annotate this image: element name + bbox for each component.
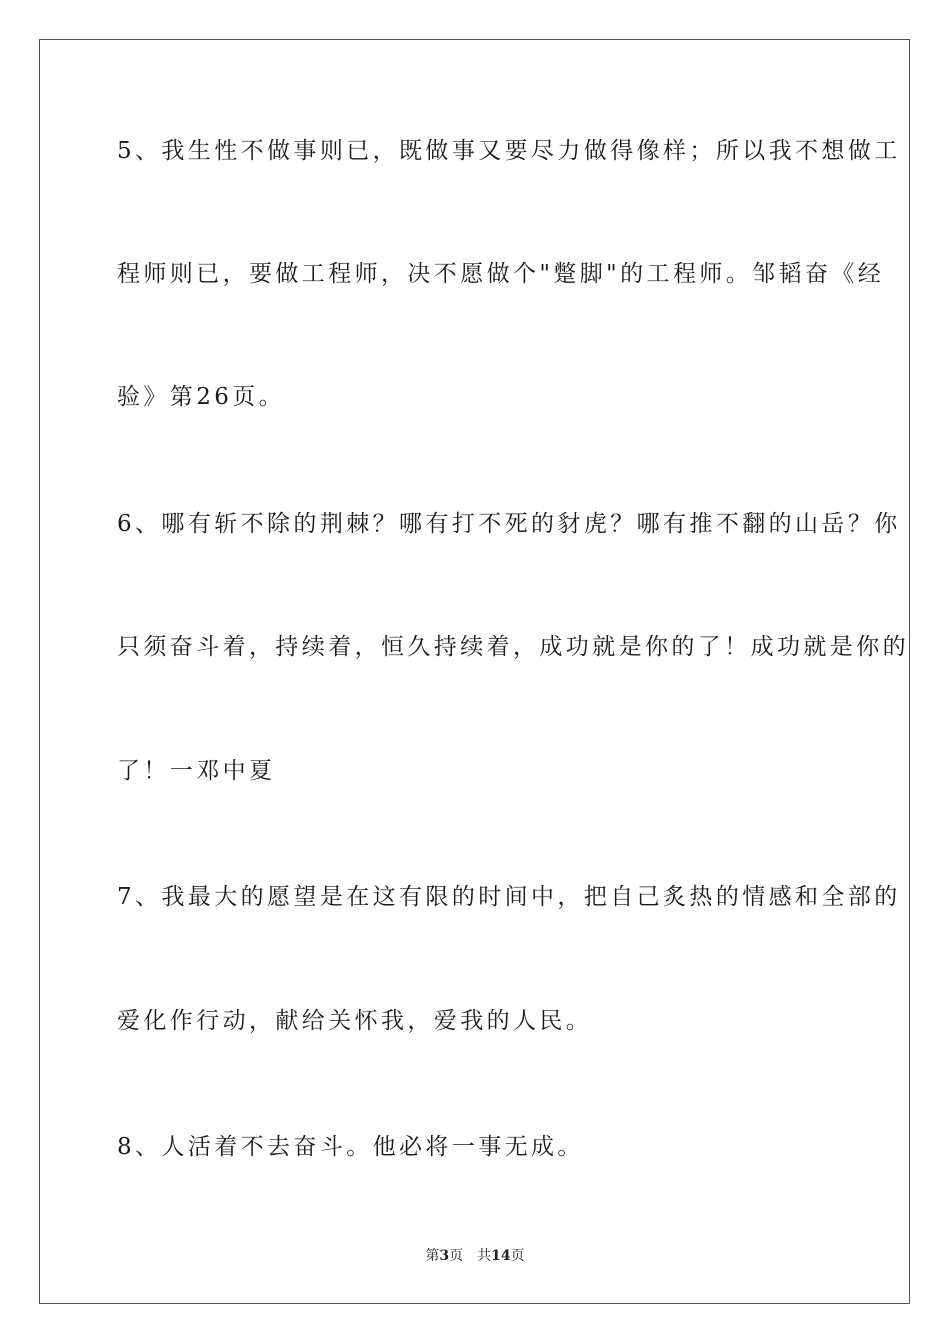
page-label-suffix: 页 xyxy=(449,1248,464,1264)
text-line: 爱化作行动，献给关怀我，爱我的人民。 xyxy=(117,1008,593,1034)
text-line: 了！一邓中夏 xyxy=(117,758,276,784)
text-line: 6、哪有斩不除的荆棘？哪有打不死的豺虎？哪有推不翻的山岳？你 xyxy=(117,511,901,537)
text-line: 8、人活着不去奋斗。他必将一事无成。 xyxy=(117,1134,584,1160)
text-line: 验》第26页。 xyxy=(117,384,286,410)
page-border xyxy=(39,39,910,1304)
text-line: 7、我最大的愿望是在这有限的时间中，把自己炙热的情感和全部的 xyxy=(117,884,901,910)
total-label-suffix: 页 xyxy=(510,1248,525,1264)
total-pages: 14 xyxy=(491,1248,511,1264)
total-label-prefix: 共 xyxy=(477,1248,492,1264)
text-line: 5、我生性不做事则已，既做事又要尽力做得像样；所以我不想做工 xyxy=(117,138,901,164)
text-line: 只须奋斗着，持续着，恒久持续着，成功就是你的了！成功就是你的 xyxy=(117,634,909,660)
page-footer xyxy=(0,1247,950,1265)
page-label-prefix: 第 xyxy=(425,1248,440,1264)
page-number: 3 xyxy=(439,1248,450,1264)
text-line: 程师则已，要做工程师，决不愿做个"蹩脚"的工程师。邹韬奋《经 xyxy=(117,261,885,287)
